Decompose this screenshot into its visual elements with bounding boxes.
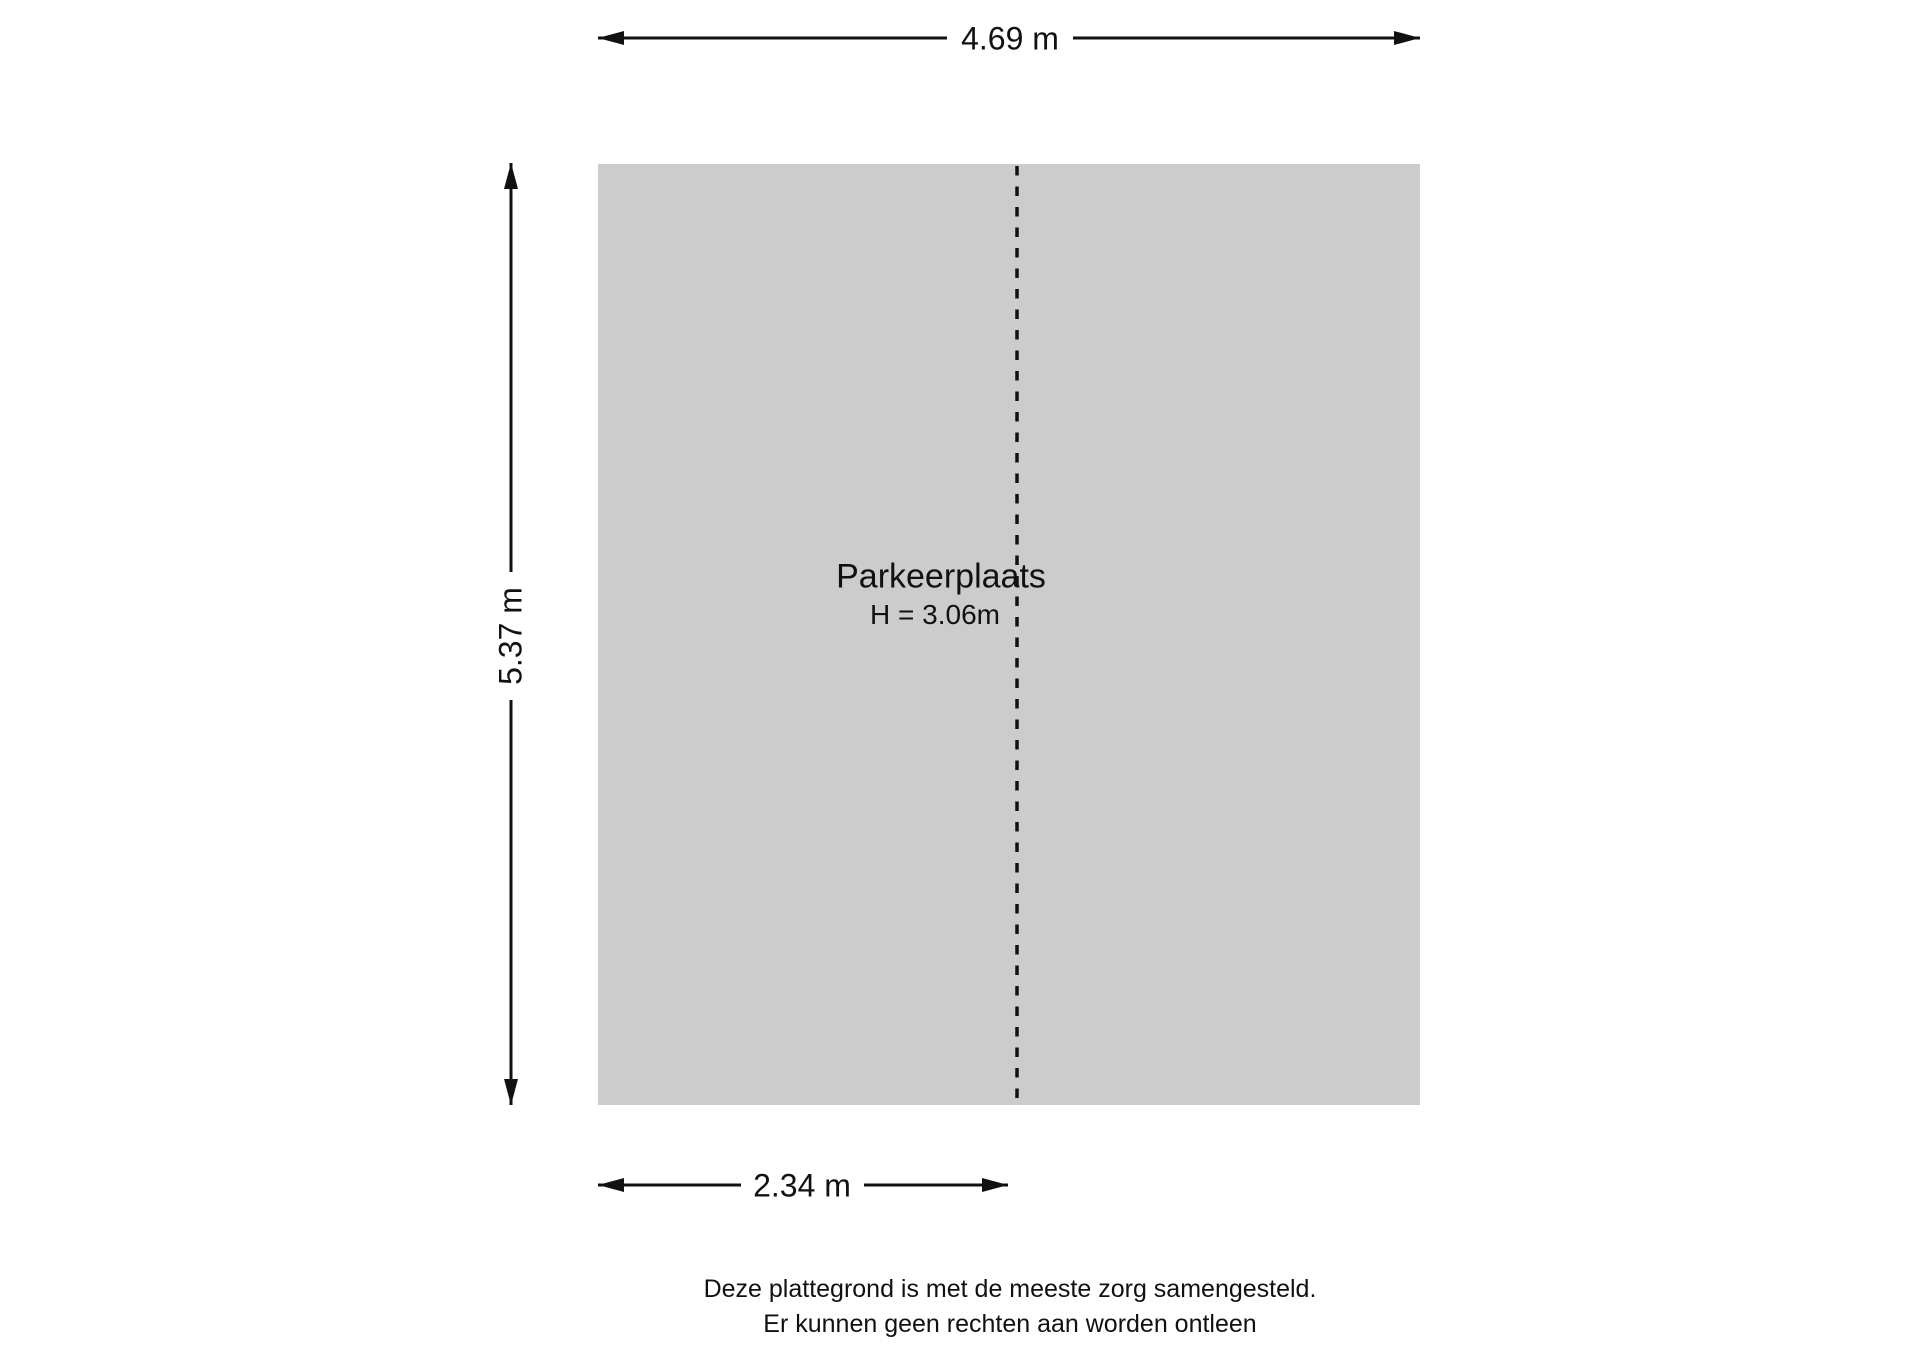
disclaimer-line-2: Er kunnen geen rechten aan worden ontleen: [763, 1310, 1257, 1338]
top-dimension-arrowhead-right: [1394, 31, 1420, 45]
left-dimension-arrowhead-bottom: [504, 1079, 518, 1105]
top-dimension-label: 4.69 m: [951, 21, 1069, 58]
bottom-dimension-arrowhead-right: [982, 1178, 1008, 1192]
disclaimer: [704, 1272, 1317, 1342]
left-dimension-label: 5.37 m: [483, 587, 540, 685]
bottom-dimension-label: 2.34 m: [743, 1168, 861, 1205]
bottom-dimension-arrowhead-left: [598, 1178, 624, 1192]
disclaimer-line-1: Deze plattegrond is met de meeste zorg samengesteld.: [703, 1275, 1317, 1303]
top-dimension-arrowhead-left: [598, 31, 624, 45]
left-dimension-arrowhead-top: [504, 163, 518, 189]
room-name-label: Parkeerplaats: [836, 557, 1046, 596]
room-height-label: H = 3.06m: [870, 599, 1000, 630]
room-fill: [598, 164, 1420, 1105]
